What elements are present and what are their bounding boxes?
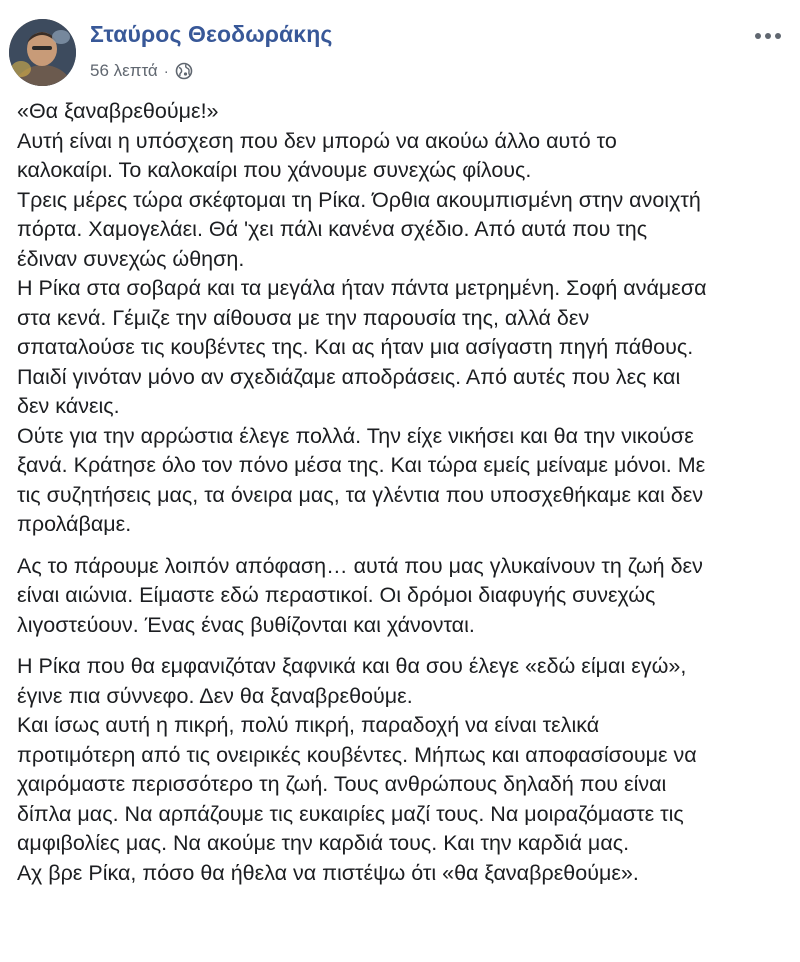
text-line: Αυτή είναι η υπόσχεση που δεν μπορώ να ακούω άλλο αυτό το (17, 128, 617, 153)
author-avatar[interactable] (9, 19, 76, 86)
author-name-link[interactable]: Σταύρος Θεοδωράκης (90, 21, 333, 47)
post-meta (90, 60, 193, 82)
text-line: έγινε πια σύννεφο. Δεν θα ξαναβρεθούμε. (17, 683, 413, 708)
text-line: Αχ βρε Ρίκα, πόσο θα ήθελα να πιστέψω ότι «θα ξαναβρεθούμε». (17, 860, 639, 885)
text-line: σπαταλούσε τις κουβέντες της. Και ας ήταν μια ασίγαστη πηγή πάθους. (17, 335, 694, 359)
post-header (0, 0, 800, 100)
text-line: ξανά. Κράτησε όλο τον πόνο μέσα της. Και τώρα εμείς μείναμε μόνοι. Με (17, 453, 706, 477)
text-line: λιγοστεύουν. Ένας ένας βυθίζονται και χάνονται. (17, 612, 475, 637)
text-line: Ούτε για την αρρώστια έλεγε πολλά. Την είχε νικήσει και θα την νικούσε (17, 423, 694, 448)
post-paragraph (17, 652, 792, 888)
text-line: Η Ρίκα που θα εμφανιζόταν ξαφνικά και θα σου έλεγε «εδώ είμαι εγώ», (17, 654, 687, 678)
text-line: Ας το πάρουμε λοιπόν απόφαση… αυτά που μας γλυκαίνουν τη ζωή δεν (17, 553, 703, 578)
post-paragraph (17, 97, 792, 540)
text-line: προλάβαμε. (17, 512, 132, 536)
text-line: στα κενά. Γέμιζε την αίθουσα με την παρουσία της, αλλά δεν (17, 305, 590, 330)
more-options-icon[interactable] (750, 22, 786, 50)
text-line: χαιρόμαστε περισσότερο τη ζωή. Τους ανθρώπους δηλαδή που είναι (17, 772, 667, 796)
text-line: Τρεις μέρες τώρα σκέφτομαι τη Ρίκα. Όρθια ακουμπισμένη στην ανοιχτή (17, 187, 701, 212)
text-line: καλοκαίρι. Το καλοκαίρι που χάνουμε συνεχώς φίλους. (17, 158, 532, 182)
post-body (17, 97, 792, 888)
meta-separator: · (163, 62, 169, 80)
text-line: Η Ρίκα στα σοβαρά και τα μεγάλα ήταν πάντα μετρημένη. Σοφή ανάμεσα (17, 276, 707, 300)
text-line: πόρτα. Χαμογελάει. Θά 'χει πάλι κανένα σχέδιο. Από αυτά που της (17, 217, 648, 241)
text-line: δεν κάνεις. (17, 394, 120, 418)
text-line: τις συζητήσεις μας, τα όνειρα μας, τα γλέντια που υποσχεθήκαμε και δεν (17, 482, 704, 507)
post-timestamp[interactable]: 56 λεπτά (90, 61, 158, 80)
text-line: δίπλα μας. Να αρπάζουμε τις ευκαιρίες μαζί τους. Να μοιραζόμαστε τις (17, 801, 684, 826)
text-line: Παιδί γινόταν μόνο αν σχεδιάζαμε αποδράσεις. Από αυτές που λες και (17, 364, 681, 389)
text-line: προτιμότερη από τις ονειρικές κουβέντες. Μήπως και αποφασίσουμε να (17, 742, 697, 767)
post-paragraph (17, 552, 792, 641)
globe-icon[interactable] (175, 62, 193, 80)
text-line: αμφιβολίες μας. Να ακούμε την καρδιά τους. Και την καρδιά μας. (17, 831, 630, 855)
text-line: «Θα ξαναβρεθούμε!» (17, 99, 219, 123)
text-line: είναι αιώνια. Είμαστε εδώ περαστικοί. Οι δρόμοι διαφυγής συνεχώς (17, 583, 656, 607)
avatar-image (9, 19, 76, 86)
text-line: έδιναν συνεχώς ώθηση. (17, 246, 245, 271)
text-line: Και ίσως αυτή η πικρή, πολύ πικρή, παραδοχή να είναι τελικά (17, 713, 600, 737)
